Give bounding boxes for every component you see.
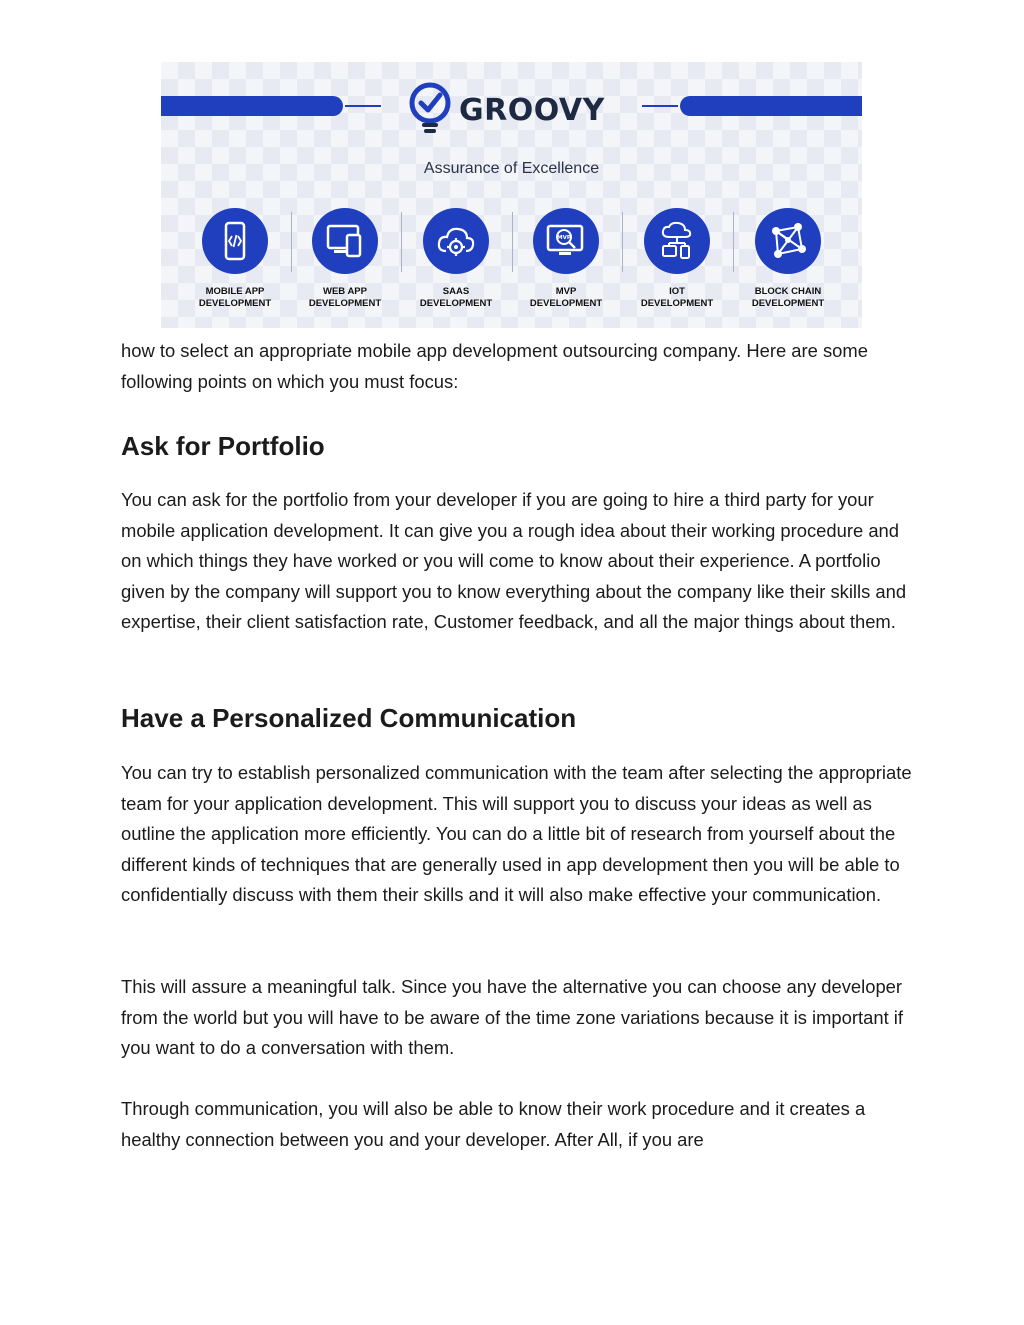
mobile-code-icon — [218, 221, 252, 261]
service-label: MOBILE APP DEVELOPMENT — [198, 286, 272, 309]
groovy-banner — [161, 62, 862, 328]
service-divider — [622, 212, 623, 272]
service-label: SAAS DEVELOPMENT — [419, 286, 493, 309]
cloud-devices-icon — [657, 221, 697, 261]
communication-paragraph-1: You can try to establish personalized communication with the team after selecting the appropriate team for your application development. This will support you to discuss your ideas as well as outline the application more efficiently. You can do a little bit of research from yourself about the different kinds of techniques that are generally used in app development then you will be able to confidentially discuss with them their skills and it will also make effective your communication. — [121, 762, 912, 905]
service-label: MVP DEVELOPMENT — [529, 286, 603, 309]
brand-name: GROOVY — [459, 92, 605, 128]
services-row — [161, 208, 862, 318]
communication-paragraph-3: Through communication, you will also be able to know their work procedure and it creates a healthy connection between you and your developer. After All, if you are — [121, 1098, 866, 1150]
groovy-logo — [407, 82, 627, 138]
service-divider — [401, 212, 402, 272]
communication-paragraph-2: This will assure a meaningful talk. Since you have the alternative you can choose any developer from the world but you will have to be aware of the time zone variations because it is important if you want to do a conversation with them. — [121, 976, 903, 1058]
service-label: BLOCK CHAIN DEVELOPMENT — [751, 286, 825, 309]
service-label: WEB APP DEVELOPMENT — [308, 286, 382, 309]
service-block-chain — [738, 208, 838, 310]
section-heading-portfolio: Ask for Portfolio — [121, 431, 325, 461]
section-heading-communication: Have a Personalized Communication — [121, 703, 577, 733]
mvp-monitor-icon — [545, 222, 587, 260]
service-saas — [406, 208, 506, 310]
lightbulb-check-icon — [407, 82, 453, 138]
intro-paragraph: how to select an appropriate mobile app development outsourcing company. Here are some following points on which you must focus: — [121, 340, 868, 392]
banner-right-line — [642, 105, 678, 107]
service-mobile-app — [185, 208, 285, 310]
web-app-icon — [325, 223, 365, 259]
portfolio-paragraph: You can ask for the portfolio from your developer if you are going to hire a third party for your mobile application development. It can give you a rough idea about their working procedure and on which things they have worked or you will come to know about their experience. A portfolio given by the company will support you to know everything about the company like their skills and expertise, their client satisfaction rate, Customer feedback, and all the major things about them. — [121, 489, 907, 632]
banner-left-bar — [161, 96, 343, 116]
service-divider — [733, 212, 734, 272]
banner-tagline: Assurance of Excellence — [423, 160, 600, 177]
svg-text:MVP: MVP — [557, 235, 571, 241]
service-label: IOT DEVELOPMENT — [640, 286, 714, 309]
network-nodes-icon — [768, 221, 808, 261]
cloud-gear-icon — [436, 223, 476, 259]
banner-right-bar — [680, 96, 862, 116]
service-divider — [291, 212, 292, 272]
banner-left-line — [345, 105, 381, 107]
service-iot — [627, 208, 727, 310]
service-mvp — [516, 208, 616, 310]
service-web-app — [295, 208, 395, 310]
service-divider — [512, 212, 513, 272]
